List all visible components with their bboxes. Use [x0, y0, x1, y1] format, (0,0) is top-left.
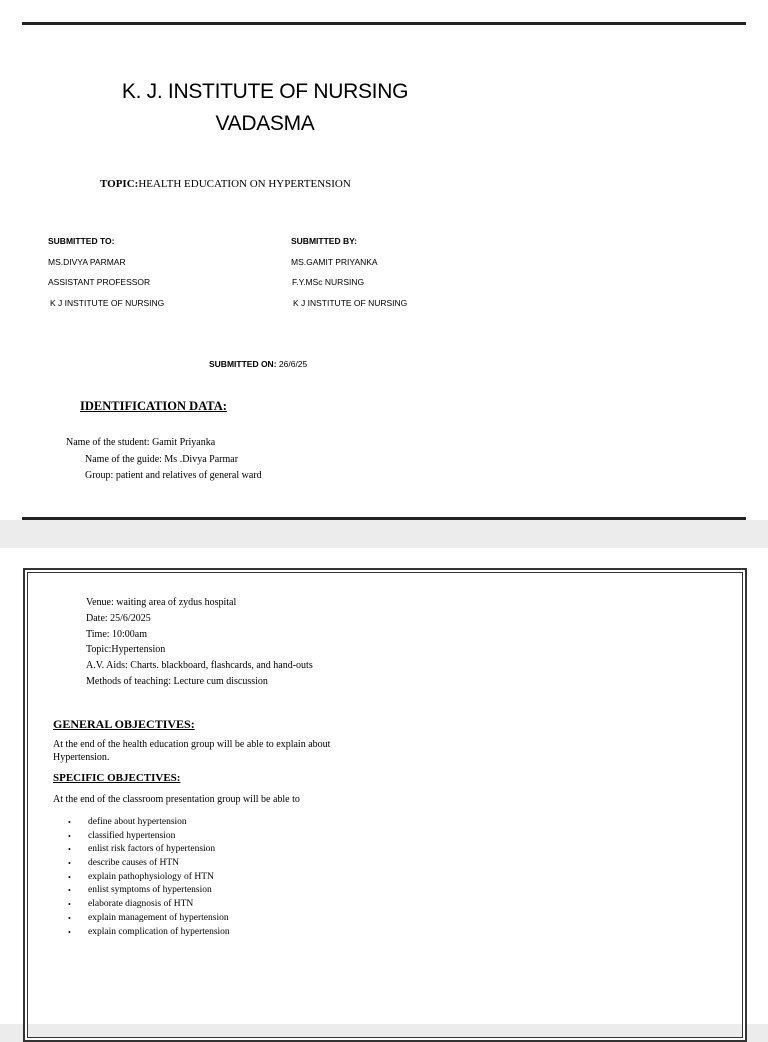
identification-list — [66, 436, 262, 486]
bullet-icon: • — [68, 859, 71, 869]
objective-text: explain management of hypertension — [88, 912, 229, 923]
list-item — [68, 830, 230, 844]
objective-text: explain pathophysiology of HTN — [88, 871, 214, 882]
objective-text: enlist symptoms of hypertension — [88, 885, 212, 896]
topic-label: TOPIC: — [100, 178, 139, 190]
list-item — [68, 871, 230, 885]
submitted-by-name: MS.GAMIT PRIYANKA — [291, 256, 378, 267]
bullet-icon: • — [68, 831, 71, 841]
submitted-to-block — [48, 235, 164, 317]
submitted-on-line — [209, 359, 307, 369]
objective-text: explain complication of hypertension — [88, 926, 230, 937]
specific-objectives-heading: SPECIFIC OBJECTIVES: — [53, 772, 181, 784]
submitted-to-designation: ASSISTANT PROFESSOR — [48, 277, 151, 287]
list-item — [68, 816, 230, 830]
bullet-icon: • — [68, 845, 71, 855]
institute-name: K. J. INSTITUTE OF NURSING — [121, 80, 409, 103]
detail-venue: Venue: waiting area of zydus hospital — [86, 597, 237, 608]
objectives-list — [68, 816, 230, 939]
session-details — [86, 596, 313, 691]
student-name: Name of the student: Gamit Priyanka — [66, 437, 216, 448]
specific-objectives-intro: At the end of the classroom presentation group will be able to — [53, 794, 300, 805]
bullet-icon: • — [68, 818, 71, 827]
objective-text: classified hypertension — [88, 830, 176, 841]
lesson-plan-page — [0, 548, 768, 1024]
bullet-icon: • — [68, 913, 71, 923]
list-item — [68, 857, 230, 871]
list-item — [68, 898, 230, 912]
detail-methods: Methods of teaching: Lecture cum discussion — [86, 675, 268, 687]
objective-text: describe causes of HTN — [88, 858, 180, 869]
detail-date: Date: 25/6/2025 — [86, 612, 151, 624]
objective-text: define about hypertension — [88, 817, 187, 827]
bottom-rule — [22, 517, 746, 520]
general-objectives-heading: GENERAL OBJECTIVES: — [53, 717, 195, 731]
group-info: Group: patient and relatives of general ward — [85, 470, 262, 481]
guide-name: Name of the guide: Ms .Divya Parmar — [85, 453, 239, 465]
detail-av-aids: A.V. Aids: Charts. blackboard, flashcards, and hand-outs — [86, 660, 313, 672]
submitted-to-institute: K J INSTITUTE OF NURSING — [50, 297, 165, 308]
top-rule — [22, 22, 746, 25]
submitted-on-date: 26/6/25 — [278, 359, 308, 369]
institute-location: VADASMA — [215, 112, 315, 135]
identification-heading: IDENTIFICATION DATA: — [80, 399, 227, 413]
bullet-icon: • — [68, 927, 71, 937]
objective-text: enlist risk factors of hypertension — [88, 844, 216, 855]
bullet-icon: • — [68, 900, 71, 910]
submitted-to-name: MS.DIVYA PARMAR — [48, 256, 126, 267]
submitted-on-label: SUBMITTED ON: — [209, 359, 277, 369]
topic-line — [100, 178, 351, 190]
submitted-to-heading: SUBMITTED TO: — [48, 236, 115, 246]
topic-value: HEALTH EDUCATION ON HYPERTENSION — [138, 178, 351, 190]
objective-text: elaborate diagnosis of HTN — [88, 899, 194, 910]
detail-topic: Topic:Hypertension — [86, 644, 166, 656]
list-item — [68, 884, 230, 898]
submitted-by-heading: SUBMITTED BY: — [291, 236, 357, 246]
cover-page — [0, 0, 768, 520]
detail-time: Time: 10:00am — [86, 628, 148, 640]
bullet-icon: • — [68, 872, 71, 882]
submitted-by-course: F.Y.MSc NURSING — [292, 277, 365, 287]
list-item — [68, 926, 230, 940]
bullet-icon: • — [68, 886, 71, 896]
submitted-by-institute: K J INSTITUTE OF NURSING — [293, 297, 408, 308]
submitted-by-block — [291, 235, 407, 317]
list-item — [68, 912, 230, 926]
general-objectives-text: At the end of the health education group will be able to explain about Hypertension. — [53, 739, 331, 763]
list-item — [68, 843, 230, 857]
